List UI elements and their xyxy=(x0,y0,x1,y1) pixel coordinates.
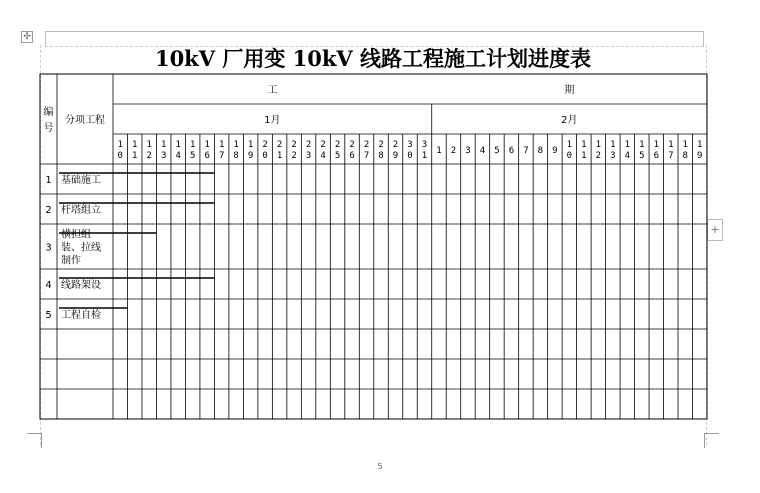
day-label: 1 xyxy=(132,151,138,161)
day-label: 3 xyxy=(465,146,471,156)
day-label: 3 xyxy=(407,140,413,150)
day-label: 1 xyxy=(682,140,688,150)
day-label: 2 xyxy=(595,151,602,161)
day-label: 1 xyxy=(132,140,138,150)
day-label: 6 xyxy=(653,151,660,161)
day-label: 2 xyxy=(392,140,399,150)
task-header: 分项工程 xyxy=(65,115,105,126)
day-label: 7 xyxy=(363,151,370,161)
day-label: 9 xyxy=(247,151,254,161)
day-label: 1 xyxy=(610,140,616,150)
day-label: 2 xyxy=(291,140,297,150)
month-label-jan: 1月 xyxy=(264,115,281,126)
task-name: 装、拉线 xyxy=(61,242,101,254)
id-header: 编 xyxy=(43,107,54,118)
day-label: 1 xyxy=(668,140,674,150)
day-label: 0 xyxy=(117,151,123,161)
day-label: 3 xyxy=(305,151,312,161)
day-label: 5 xyxy=(494,146,500,156)
day-label: 7 xyxy=(218,151,225,161)
day-label: 2 xyxy=(305,140,312,150)
day-label: 1 xyxy=(276,151,283,161)
period-header-left: 工 xyxy=(267,85,278,96)
row-number: 5 xyxy=(45,310,52,321)
day-label: 4 xyxy=(320,151,326,161)
day-label: 1 xyxy=(581,140,587,150)
day-label: 2 xyxy=(291,151,297,161)
day-label: 2 xyxy=(320,140,326,150)
day-label: 7 xyxy=(523,146,529,156)
day-label: 1 xyxy=(160,140,167,150)
task-name: 线路架设 xyxy=(61,280,101,291)
day-label: 8 xyxy=(682,151,688,161)
id-header: 号 xyxy=(43,123,54,134)
day-label: 2 xyxy=(378,140,384,150)
day-label: 0 xyxy=(262,151,268,161)
row-number: 3 xyxy=(45,242,52,254)
day-label: 2 xyxy=(334,140,341,150)
day-label: 4 xyxy=(175,151,181,161)
day-label: 1 xyxy=(233,140,239,150)
day-label: 4 xyxy=(479,146,486,156)
day-label: 1 xyxy=(189,140,196,150)
day-label: 2 xyxy=(450,146,457,156)
day-label: 8 xyxy=(537,146,544,156)
day-label: 2 xyxy=(349,140,355,150)
day-label: 0 xyxy=(566,151,573,161)
add-column-button[interactable]: + xyxy=(707,219,723,241)
day-label: 7 xyxy=(668,151,674,161)
day-label: 2 xyxy=(363,140,370,150)
day-label: 3 xyxy=(160,151,167,161)
day-label: 1 xyxy=(421,151,428,161)
task-name: 基础施工 xyxy=(61,175,101,186)
task-name: 制作 xyxy=(61,255,81,267)
table-move-handle[interactable]: ✣ xyxy=(21,31,33,43)
day-label: 1 xyxy=(146,140,152,150)
day-label: 1 xyxy=(697,140,703,150)
day-label: 1 xyxy=(436,146,442,156)
day-label: 1 xyxy=(581,151,587,161)
document-title: 10kV 厂用变 10kV 线路工程施工计划进度表 xyxy=(154,46,592,71)
day-label: 9 xyxy=(697,151,703,161)
day-label: 2 xyxy=(262,140,268,150)
day-label: 6 xyxy=(349,151,355,161)
task-name: 横担组 xyxy=(61,229,91,241)
day-label: 1 xyxy=(204,140,210,150)
day-label: 5 xyxy=(639,151,645,161)
day-label: 5 xyxy=(334,151,341,161)
row-number: 1 xyxy=(45,175,52,186)
task-name: 杆塔组立 xyxy=(61,205,101,216)
day-label: 1 xyxy=(218,140,225,150)
day-label: 9 xyxy=(392,151,399,161)
month-label-feb: 2月 xyxy=(561,115,578,126)
day-label: 1 xyxy=(566,140,573,150)
day-label: 3 xyxy=(610,151,616,161)
day-label: 1 xyxy=(595,140,602,150)
task-name: 工程自检 xyxy=(61,310,101,321)
day-label: 6 xyxy=(204,151,210,161)
day-label: 2 xyxy=(146,151,152,161)
day-label: 1 xyxy=(117,140,123,150)
day-label: 6 xyxy=(508,146,515,156)
day-label: 8 xyxy=(233,151,239,161)
day-label: 2 xyxy=(276,140,283,150)
day-label: 1 xyxy=(175,140,181,150)
row-number: 2 xyxy=(45,205,52,216)
page-number: 5 xyxy=(377,462,383,471)
period-header-right: 期 xyxy=(564,85,575,96)
day-label: 8 xyxy=(378,151,384,161)
day-label: 5 xyxy=(189,151,196,161)
day-label: 9 xyxy=(552,146,558,156)
day-label: 1 xyxy=(653,140,660,150)
day-label: 4 xyxy=(624,151,631,161)
row-number: 4 xyxy=(45,280,52,291)
day-label: 1 xyxy=(247,140,254,150)
day-label: 1 xyxy=(624,140,631,150)
day-label: 0 xyxy=(407,151,413,161)
day-label: 1 xyxy=(639,140,645,150)
day-label: 3 xyxy=(421,140,428,150)
